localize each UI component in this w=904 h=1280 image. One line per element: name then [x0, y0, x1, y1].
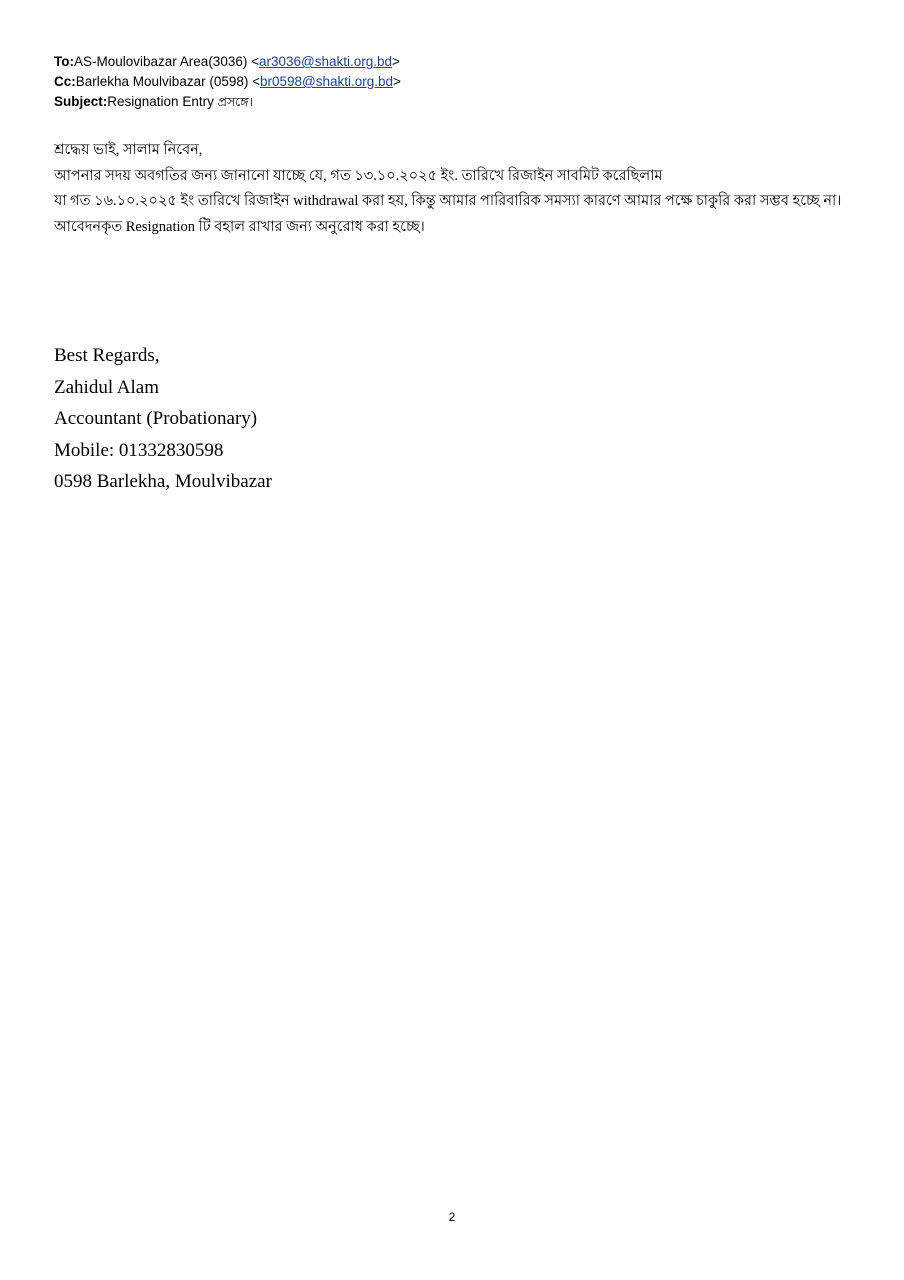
subject-value-bengali: প্রসঙ্গে।: [217, 95, 253, 109]
letter-body: [54, 138, 844, 240]
signature-line-name: Zahidul Alam: [54, 376, 160, 398]
letter-signature: [54, 340, 844, 498]
signature-line-designation: Accountant (Probationary): [54, 408, 258, 429]
header-cc-line: [54, 72, 844, 92]
body-line-2: যা গত ১৬.১০.২০২৫ ইং তারিখে রিজাইন withdrawal করা হয়, কিন্তু আমার পারিবারিক সমস্যা কারণে আমার পক্ষে চাকুরি করা সম্ভব হচ্ছে না।: [54, 193, 842, 209]
cc-value: Barlekha Moulvibazar (0598) <: [75, 74, 260, 89]
body-line-3: আবেদনকৃত Resignation টি বহাল রাখার জন্য অনুরোধ করা হচ্ছে।: [54, 218, 425, 235]
cc-label: Cc:: [54, 74, 76, 89]
to-label: To:: [54, 54, 74, 69]
signature-line-mobile: Mobile: 01332830598: [54, 439, 224, 461]
to-value: AS-Moulovibazar Area(3036) <: [74, 54, 259, 69]
document-content: [54, 52, 844, 498]
signature-line-regards: Best Regards,: [54, 345, 160, 366]
to-value-end: >: [392, 54, 400, 69]
cc-email-link[interactable]: br0598@shakti.org.bd: [260, 74, 394, 89]
header-to-line: [54, 52, 844, 72]
body-line-salutation: শ্রদ্ধেয় ভাই, সালাম নিবেন,: [54, 142, 203, 158]
to-email-link[interactable]: ar3036@shakti.org.bd: [258, 54, 393, 69]
page-number: 2: [448, 1210, 456, 1224]
signature-line-branch: 0598 Barlekha, Moulvibazar: [54, 471, 272, 492]
subject-value: Resignation Entry: [107, 94, 218, 109]
subject-label: Subject:: [54, 94, 108, 109]
header-subject-line: [54, 92, 844, 112]
cc-value-end: >: [393, 74, 401, 89]
body-line-1: আপনার সদয় অবগতির জন্য জানানো যাচ্ছে যে, গত ১৩.১০.২০২৫ ইং. তারিখে রিজাইন সাবমিট করেছিলাম: [54, 167, 663, 184]
